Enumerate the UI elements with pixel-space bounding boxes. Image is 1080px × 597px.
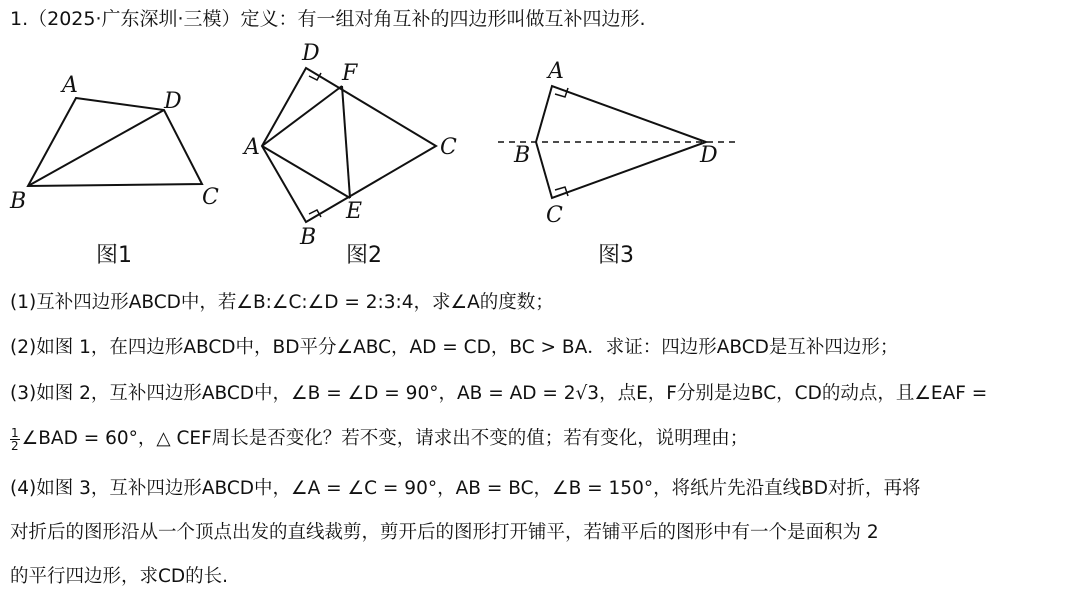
- fig1-label-c: C: [202, 185, 219, 210]
- question-3-line-1: (3)如图 2，互补四边形ABCD中，∠B = ∠D = 90°，AB = AD = 2√3，点E，F分别是边BC，CD的动点，且∠EAF =: [10, 383, 988, 404]
- fraction-denominator: 2: [11, 438, 19, 453]
- fig2-label-c: C: [440, 135, 457, 160]
- question-4-line-3: 的平行四边形，求CD的长.: [10, 566, 229, 587]
- fig2-segment-ae: [262, 146, 350, 198]
- problem-title: 1.（2025·广东深圳·三模）定义：有一组对角互补的四边形叫做互补四边形.: [10, 8, 646, 30]
- figure-3: [498, 59, 740, 268]
- fig1-label-a: A: [62, 73, 78, 98]
- question-2: (2)如图 1，在四边形ABCD中，BD平分∠ABC，AD = CD，BC > BA．求证：四边形ABCD是互补四边形；: [10, 337, 899, 358]
- figure-1: [9, 73, 219, 268]
- fig3-label-c: C: [546, 203, 563, 228]
- question-3-line-2-wrap: [10, 424, 748, 452]
- fig2-label-f: F: [342, 61, 358, 86]
- fig2-caption: 图2: [346, 243, 382, 268]
- fig1-label-b: B: [10, 189, 27, 214]
- geometry-figures: [0, 36, 1080, 276]
- fig3-label-d: D: [700, 143, 718, 168]
- question-3-line-2: ∠BAD = 60°，△ CEF周长是否变化？若不变，请求出不变的值；若有变化，说明理由；: [21, 428, 749, 449]
- fig2-segment-af: [262, 86, 342, 146]
- fig2-label-b: B: [300, 225, 317, 250]
- question-4-line-2: 对折后的图形沿从一个顶点出发的直线裁剪，剪开后的图形打开铺平，若铺平后的图形中有一个是面积为 2: [10, 522, 879, 543]
- fraction-numerator: 1: [11, 425, 19, 440]
- fig3-label-a: A: [548, 59, 564, 84]
- fig2-segment-ef: [342, 86, 350, 198]
- fig2-label-d: D: [302, 41, 320, 66]
- fig1-label-d: D: [164, 89, 182, 114]
- figure-2: [242, 41, 457, 268]
- fig2-label-e: E: [346, 199, 363, 224]
- question-4-line-1: (4)如图 3，互补四边形ABCD中，∠A = ∠C = 90°，AB = BC，∠B = 150°，将纸片先沿直线BD对折，再将: [10, 478, 921, 499]
- fig1-caption: 图1: [96, 243, 132, 268]
- fig2-label-a: A: [244, 135, 260, 160]
- figures-area: [0, 36, 1080, 276]
- fig3-caption: 图3: [598, 243, 634, 268]
- fraction-one-half: [10, 427, 20, 452]
- fig3-label-b: B: [514, 143, 531, 168]
- question-1: (1)互补四边形ABCD中，若∠B:∠C:∠D = 2:3:4，求∠A的度数；: [10, 292, 554, 313]
